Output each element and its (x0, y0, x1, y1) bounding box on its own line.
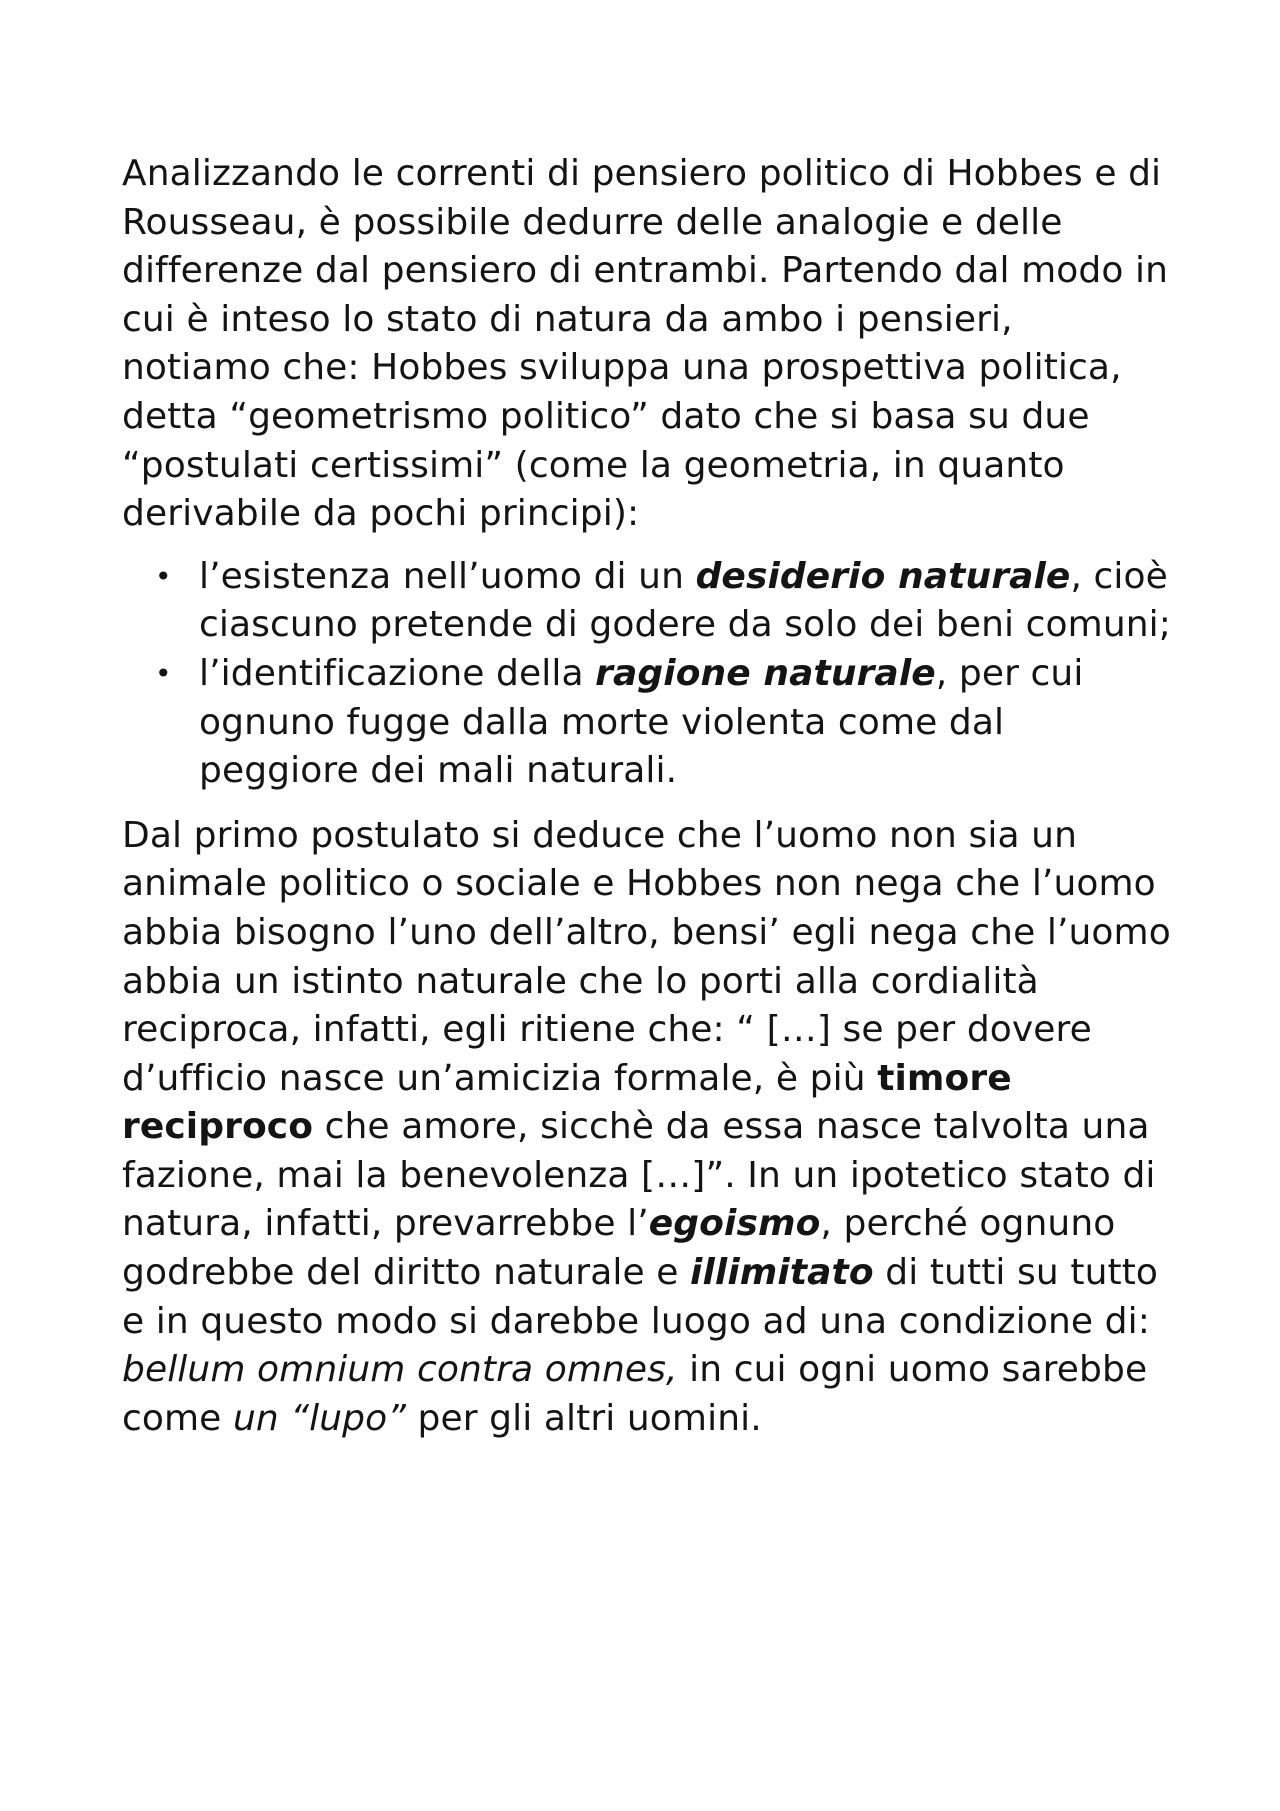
list-item-emphasis: ragione naturale (595, 652, 936, 694)
body-text: in cui ogni uomo sarebbe come (122, 1349, 1148, 1439)
body-text: di tutti su tutto e in questo modo si darebbe luogo ad una condizione di: (122, 1252, 1159, 1342)
list-item (155, 553, 1172, 650)
list-item-text: , per cui ognuno fugge dalla morte violenta come dal peggiore dei mali naturali. (199, 652, 1084, 792)
intro-paragraph (122, 150, 1172, 539)
italic-phrase: un “lupo” (232, 1397, 406, 1439)
document-page (122, 150, 1172, 1443)
list-item-text: l’identificazione della (199, 652, 596, 694)
body-text: , perché ognuno godrebbe del diritto naturale e (122, 1203, 1116, 1294)
emphasis-phrase: egoismo (648, 1203, 821, 1245)
emphasis-phrase: illimitato (690, 1252, 874, 1294)
body-text: che amore, sicchè da essa nasce talvolta una fazione, mai la benevolenza […]”. In un ipotetico stato di natura, infatti, prevarrebbe l’ (122, 1106, 1156, 1245)
intro-text: Analizzando le correnti di pensiero politico di Hobbes e di Rousseau, è possibile dedurre delle analogie e delle differenze dal pensiero di entrambi. Partendo dal modo in cui è inteso lo stato di natura da ambo i pensieri, notiamo che: Hobbes sviluppa una prospettiva politica, detta “geometrismo politico” dato che si basa su due “postulati certissimi” (come la geometria, in quanto derivabile da pochi principi): (122, 153, 1169, 535)
bullet-icon: • (155, 559, 172, 593)
list-item-text: , cioè ciascuno pretende di godere da solo dei beni comuni; (199, 555, 1171, 646)
body-text: per gli altri uomini. (405, 1397, 762, 1439)
body-text: Dal primo postulato si deduce che l’uomo non sia un animale politico o sociale e Hobbes non nega che l’uomo abbia bisogno l’uno dell’altro, bensi’ egli nega che l’uomo abbia un istinto naturale che lo porti alla cordialità reciproca, infatti, egli ritiene che: “ […] se per dovere d’ufficio nasce un’amicizia formale, è più (122, 814, 1171, 1099)
list-item-text: l’esistenza nell’uomo di un (199, 555, 696, 597)
list-item (155, 650, 1172, 796)
list-item-emphasis: desiderio naturale (695, 555, 1071, 597)
postulates-list (122, 553, 1172, 796)
italic-phrase: bellum omnium contra omnes, (122, 1349, 678, 1391)
body-paragraph (122, 812, 1172, 1444)
bullet-icon: • (155, 656, 172, 690)
bold-phrase: timore reciproco (122, 1057, 1012, 1148)
